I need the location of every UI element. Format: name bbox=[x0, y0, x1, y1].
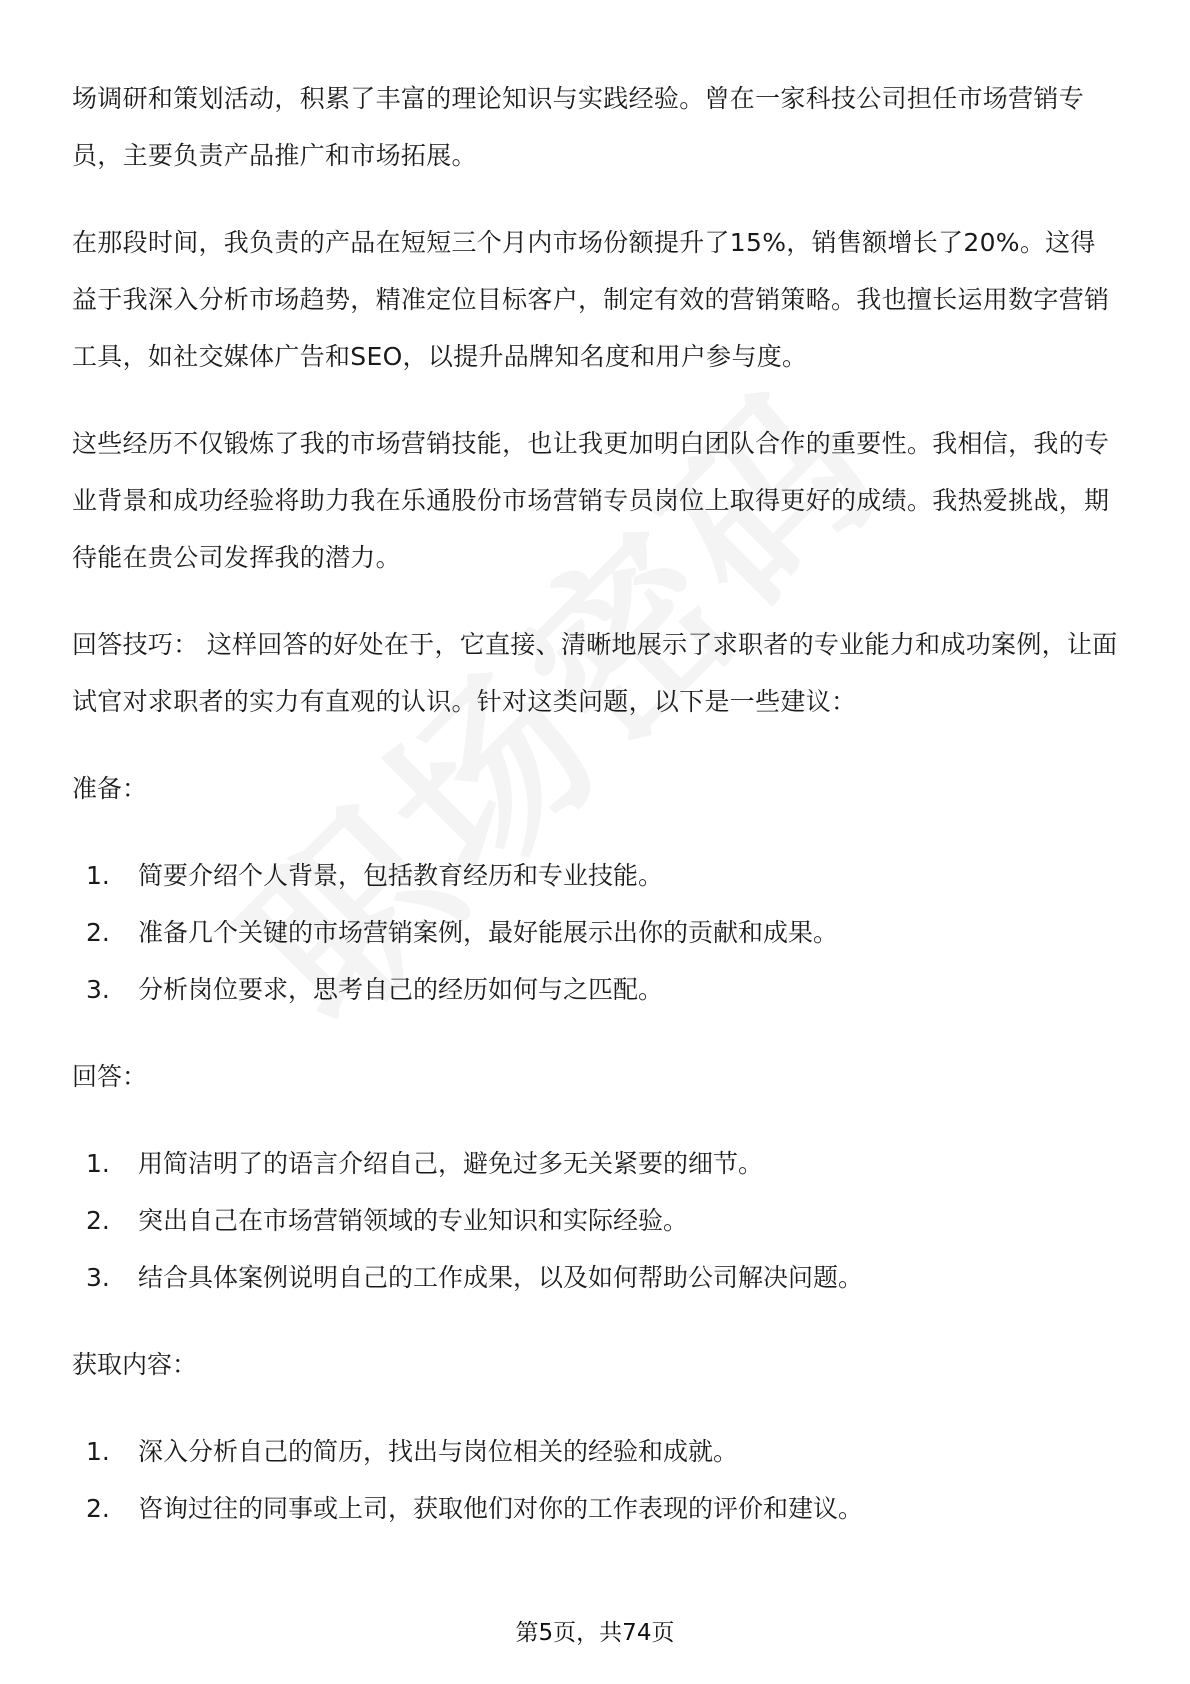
list-item-text: 突出自己在市场营销领域的专业知识和实际经验。 bbox=[138, 1206, 689, 1235]
list-item-number: 1. bbox=[86, 1149, 110, 1178]
section-heading-prepare: 准备： bbox=[72, 774, 148, 803]
list-item-number: 3. bbox=[86, 975, 110, 1004]
list-item-text: 咨询过往的同事或上司，获取他们对你的工作表现的评价和建议。 bbox=[138, 1494, 864, 1523]
list-item-number: 2. bbox=[86, 1494, 110, 1523]
paragraph-closing: 这些经历不仅锻炼了我的市场营销技能，也让我更加明白团队合作的重要性。我相信，我的专业背景和成功经验将助力我在乐通股份市场营销专员岗位上取得更好的成绩。我热爱挑战，期待能在贵公司发挥我的潜力。 bbox=[72, 429, 1110, 572]
paragraph-experience-intro: 场调研和策划活动，积累了丰富的理论知识与实践经验。曾在一家科技公司担任市场营销专员，主要负责产品推广和市场拓展。 bbox=[72, 84, 1085, 170]
list-answer bbox=[72, 1135, 1118, 1306]
section-heading-answer: 回答： bbox=[72, 1062, 148, 1091]
list-item bbox=[72, 1135, 1118, 1192]
list-item-text: 用简洁明了的语言介绍自己，避免过多无关紧要的细节。 bbox=[138, 1149, 764, 1178]
document-body bbox=[72, 70, 1118, 1567]
section-heading-gather: 获取内容： bbox=[72, 1350, 198, 1379]
list-item-text: 结合具体案例说明自己的工作成果，以及如何帮助公司解决问题。 bbox=[138, 1263, 864, 1292]
list-item-text: 简要介绍个人背景，包括教育经历和专业技能。 bbox=[138, 861, 664, 890]
paragraph-answer-tips: 回答技巧： 这样回答的好处在于，它直接、清晰地展示了求职者的专业能力和成功案例，让面试官对求职者的实力有直观的认识。针对这类问题，以下是一些建议： bbox=[72, 630, 1118, 716]
list-gather bbox=[72, 1423, 1118, 1537]
page-number-footer: 第5页，共74页 bbox=[515, 1620, 675, 1646]
list-item bbox=[72, 961, 1118, 1018]
list-item bbox=[72, 1192, 1118, 1249]
list-item bbox=[72, 1480, 1118, 1537]
list-item-number: 2. bbox=[86, 918, 110, 947]
list-item-number: 1. bbox=[86, 1437, 110, 1466]
list-item bbox=[72, 1249, 1118, 1306]
list-item bbox=[72, 904, 1118, 961]
list-item bbox=[72, 847, 1118, 904]
list-item-number: 2. bbox=[86, 1206, 110, 1235]
paragraph-achievements: 在那段时间，我负责的产品在短短三个月内市场份额提升了15%，销售额增长了20%。这得益于我深入分析市场趋势，精准定位目标客户，制定有效的营销策略。我也擅长运用数字营销工具，如社交媒体广告和SEO，以提升品牌知名度和用户参与度。 bbox=[72, 228, 1110, 371]
list-item-number: 3. bbox=[86, 1263, 110, 1292]
list-prepare bbox=[72, 847, 1118, 1018]
list-item bbox=[72, 1423, 1118, 1480]
list-item-number: 1. bbox=[86, 861, 110, 890]
list-item-text: 准备几个关键的市场营销案例，最好能展示出你的贡献和成果。 bbox=[138, 918, 839, 947]
list-item-text: 分析岗位要求，思考自己的经历如何与之匹配。 bbox=[138, 975, 664, 1004]
list-item-text: 深入分析自己的简历，找出与岗位相关的经验和成就。 bbox=[138, 1437, 739, 1466]
